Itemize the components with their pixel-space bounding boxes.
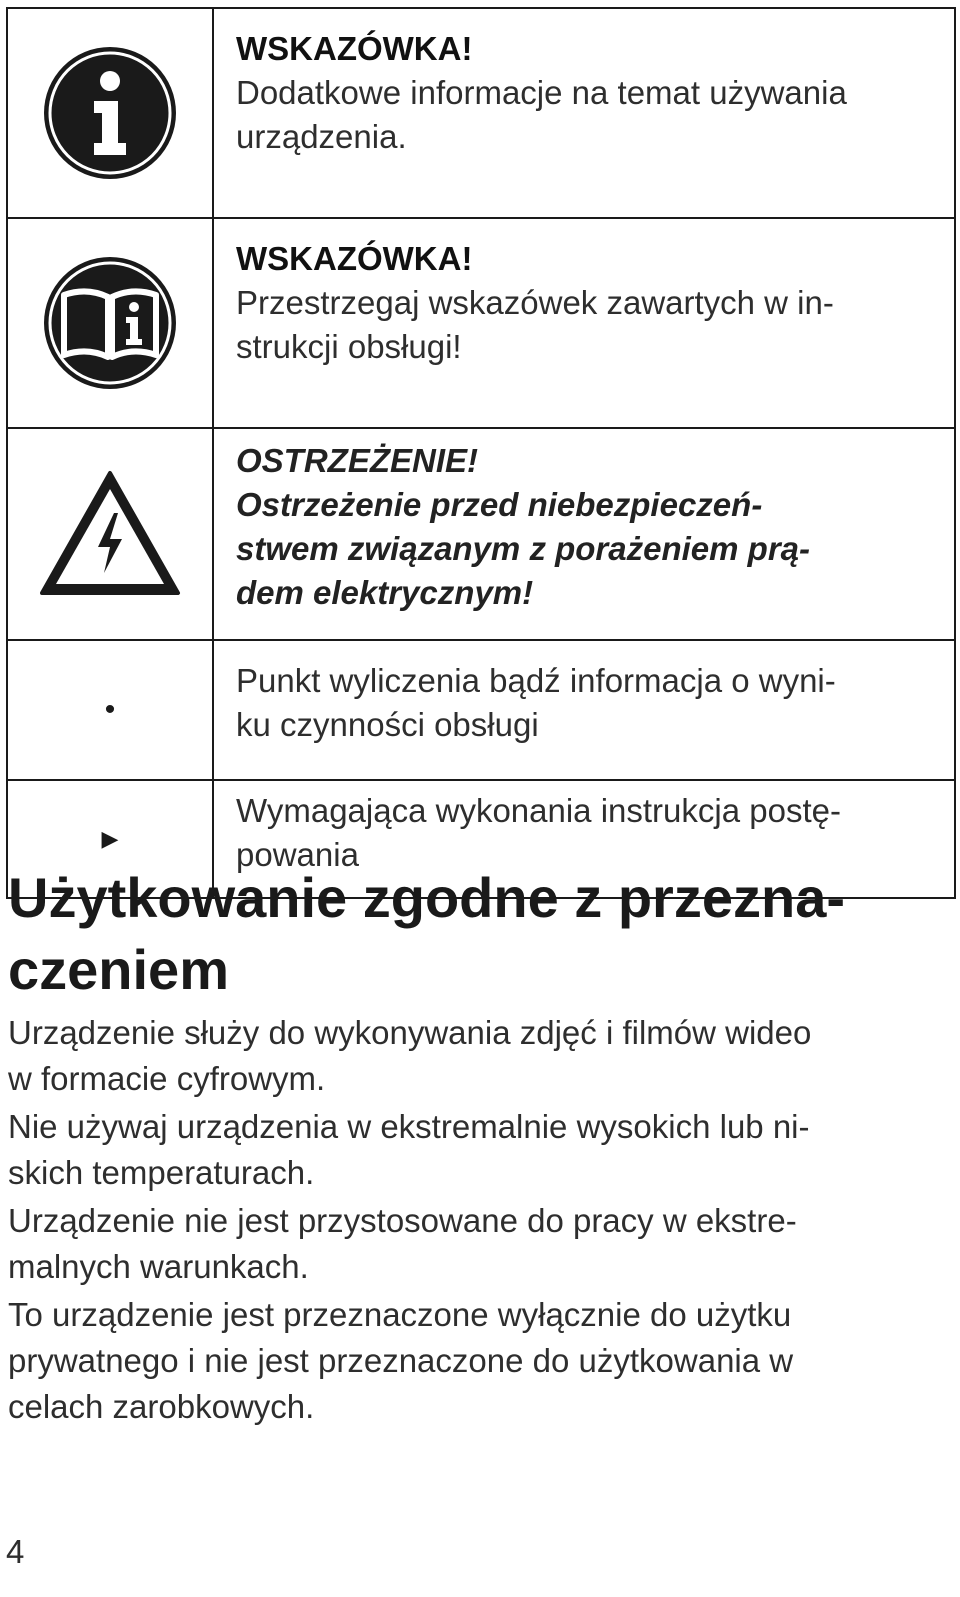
legend-text-line: stwem związanym z porażeniem prą- [236, 530, 811, 567]
paragraph [8, 1292, 948, 1430]
arrow-right-icon: ▶ [101, 826, 119, 851]
legend-text-line: Przestrzegaj wskazówek zawartych w in- [236, 284, 834, 321]
bullet-icon: • [104, 693, 116, 726]
paragraph [8, 1104, 948, 1196]
legend-text-line: urządzenia. [236, 118, 407, 155]
legend-label: WSKAZÓWKA! [236, 30, 473, 67]
section-heading [8, 862, 948, 1006]
paragraph-line: Nie używaj urządzenia w ekstremalnie wysokich lub ni- [8, 1108, 810, 1145]
paragraph-line: prywatnego i nie jest przeznaczone do użytkowania w [8, 1342, 794, 1379]
info-icon [42, 45, 178, 181]
legend-text-cell [213, 218, 955, 428]
paragraph [8, 1198, 948, 1290]
section-heading-line: Użytkowanie zgodne z przezna- [8, 866, 845, 929]
electric-warning-icon [38, 469, 182, 599]
legend-text-cell [213, 640, 955, 780]
section-heading-line: czeniem [8, 938, 229, 1001]
legend-text-cell [213, 8, 955, 218]
legend-icon-cell [7, 218, 213, 428]
legend-text-cell [213, 428, 955, 640]
paragraph-line: w formacie cyfrowym. [8, 1060, 326, 1097]
legend-text-line: ku czynności obsługi [236, 706, 539, 743]
symbol-legend-table [6, 7, 956, 899]
legend-text-line: dem elektrycznym! [236, 574, 534, 611]
legend-text-line: Ostrzeżenie przed niebezpieczeń- [236, 486, 763, 523]
legend-text-line: Wymagająca wykonania instrukcja postę- [236, 792, 841, 829]
paragraph-line: To urządzenie jest przeznaczone wyłącznie do użytku [8, 1296, 792, 1333]
legend-label: WSKAZÓWKA! [236, 240, 473, 277]
legend-icon-cell [7, 640, 213, 780]
legend-text-line: strukcji obsługi! [236, 328, 462, 365]
legend-row-info [7, 8, 955, 218]
legend-row-warning [7, 428, 955, 640]
page-number: 4 [6, 1533, 25, 1570]
legend-text-line: powania [236, 836, 359, 873]
manual-info-icon [42, 255, 178, 391]
legend-text-line: Punkt wyliczenia bądź informacja o wyni- [236, 662, 836, 699]
paragraph-line: skich temperaturach. [8, 1154, 315, 1191]
legend-icon-cell [7, 428, 213, 640]
section-body [8, 1010, 948, 1432]
paragraph-line: Urządzenie nie jest przystosowane do pracy w ekstre- [8, 1202, 797, 1239]
paragraph-line: celach zarobkowych. [8, 1388, 315, 1425]
legend-icon-cell [7, 8, 213, 218]
paragraph-line: malnych warunkach. [8, 1248, 309, 1285]
legend-text-line: Dodatkowe informacje na temat używania [236, 74, 847, 111]
paragraph [8, 1010, 948, 1102]
paragraph-line: Urządzenie służy do wykonywania zdjęć i filmów wideo [8, 1014, 812, 1051]
legend-row-bullet [7, 640, 955, 780]
legend-label: OSTRZEŻENIE! [236, 442, 479, 479]
legend-row-manual [7, 218, 955, 428]
